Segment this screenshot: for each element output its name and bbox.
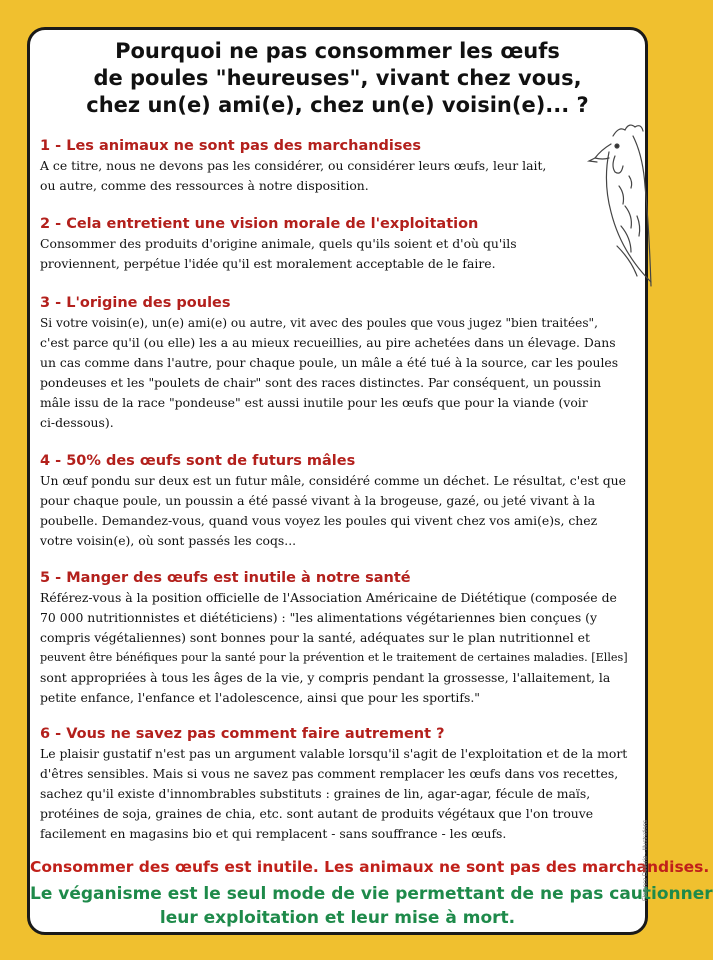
section-heading: 1 - Les animaux ne sont pas des marchandises — [40, 138, 422, 154]
body-line: protéines de soja, graines de chia, etc. sont autant de produits végétaux que l'on trouve — [40, 806, 594, 821]
body-line: sont appropriées à tous les âges de la vie, y compris pendant la grossesse, l'allaitement, la — [40, 670, 611, 685]
body-line: A ce titre, nous ne devons pas les considérer, ou considérer leurs œufs, leur lait, — [40, 158, 547, 173]
flyer-card — [27, 27, 713, 935]
page-title — [30, 38, 645, 119]
body-line: peuvent être bénéfiques pour la santé pour la prévention et le traitement de certaines maladies. [Elles] — [40, 651, 628, 664]
section-heading: 3 - L'origine des poules — [40, 295, 231, 311]
body-line: c'est parce qu'il (ou elle) les a au mieux recueillies, au pire achetées dans un élevage. Dans — [40, 335, 616, 350]
body-line: petite enfance, l'enfance et l'adolescence, ainsi que pour les sportifs." — [40, 690, 480, 705]
body-line: poubelle. Demandez-vous, quand vous voyez les poules qui vivent chez vos ami(e)s, chez — [40, 513, 598, 528]
body-line: mâle issu de la race "pondeuse" est aussi inutile pour les œufs que pour la viande (voir — [40, 395, 588, 410]
body-line: sachez qu'il existe d'innombrables substituts : graines de lin, agar-agar, fécule de maïs, — [40, 786, 591, 801]
section-heading: 6 - Vous ne savez pas comment faire autrement ? — [40, 726, 445, 742]
body-line: compris végétaliennes) sont bonnes pour la santé, adéquates sur le plan nutritionnel et — [40, 630, 590, 645]
body-line: Si votre voisin(e), un(e) ami(e) ou autre, vit avec des poules que vous jugez "bien traitées", — [40, 316, 598, 330]
body-line: ci-dessous). — [40, 415, 114, 430]
section-body — [40, 588, 640, 708]
body-line: Référez-vous à la position officielle de l'Association Américaine de Diététique (composée de — [40, 590, 617, 605]
body-line: Consommer des produits d'origine animale, quels qu'ils soient et d'où qu'ils — [40, 236, 517, 251]
section-body — [40, 471, 640, 551]
section-3 — [40, 293, 640, 433]
section-heading: 2 - Cela entretient une vision morale de l'exploitation — [40, 216, 479, 232]
section-body — [40, 156, 640, 196]
body-line: Le plaisir gustatif n'est pas un argument valable lorsqu'il s'agit de l'exploitation et de la mort — [40, 746, 628, 761]
body-line: pour chaque poule, un poussin a été passé vivant à la brogeuse, gazé, ou jeté vivant à la — [40, 493, 596, 508]
section-body — [40, 313, 640, 433]
section-body — [40, 234, 640, 274]
section-1 — [40, 136, 640, 196]
closing-line: leur exploitation et leur mise à mort. — [159, 908, 516, 928]
illustration-credit: Florence Dellerie - Illustrations — [643, 820, 649, 902]
section-5 — [40, 568, 640, 708]
closing-statement-red: Consommer des œufs est inutile. Les animaux ne sont pas des marchandises. — [30, 858, 710, 876]
section-2 — [40, 214, 640, 274]
title-line: de poules "heureuses", vivant chez vous, — [93, 66, 582, 90]
body-line: facilement en magasins bio et qui remplacent - sans souffrance - les œufs. — [40, 826, 507, 841]
body-line: pondeuses et les "poulets de chair" sont des races distinctes. Par conséquent, un poussin — [40, 375, 602, 390]
section-heading: 4 - 50% des œufs sont de futurs mâles — [40, 453, 356, 469]
body-line: d'êtres sensibles. Mais si vous ne savez pas comment remplacer les œufs dans vos recettes, — [40, 766, 619, 781]
section-6 — [40, 724, 640, 844]
closing-statement-green — [30, 882, 713, 930]
section-body — [40, 744, 640, 844]
closing-line: Le véganisme est le seul mode de vie permettant de ne pas cautionner — [30, 884, 713, 904]
title-line: Pourquoi ne pas consommer les œufs — [115, 39, 560, 63]
body-line: 70 000 nutritionnistes et diététiciens) : "les alimentations végétariennes bien conçues (y — [40, 610, 597, 625]
body-line: votre voisin(e), où sont passés les coqs... — [40, 533, 297, 548]
title-line: chez un(e) ami(e), chez un(e) voisin(e)... ? — [86, 93, 589, 117]
section-4 — [40, 451, 640, 551]
body-line: un cas comme dans l'autre, pour chaque poule, un mâle a été tué à la source, car les poules — [40, 355, 619, 370]
body-line: proviennent, perpétue l'idée qu'il est moralement acceptable de le faire. — [40, 256, 496, 271]
body-line: Un œuf pondu sur deux est un futur mâle, considéré comme un déchet. Le résultat, c'est que — [40, 473, 626, 488]
section-heading: 5 - Manger des œufs est inutile à notre santé — [40, 570, 411, 586]
body-line: ou autre, comme des ressources à notre disposition. — [40, 178, 369, 193]
